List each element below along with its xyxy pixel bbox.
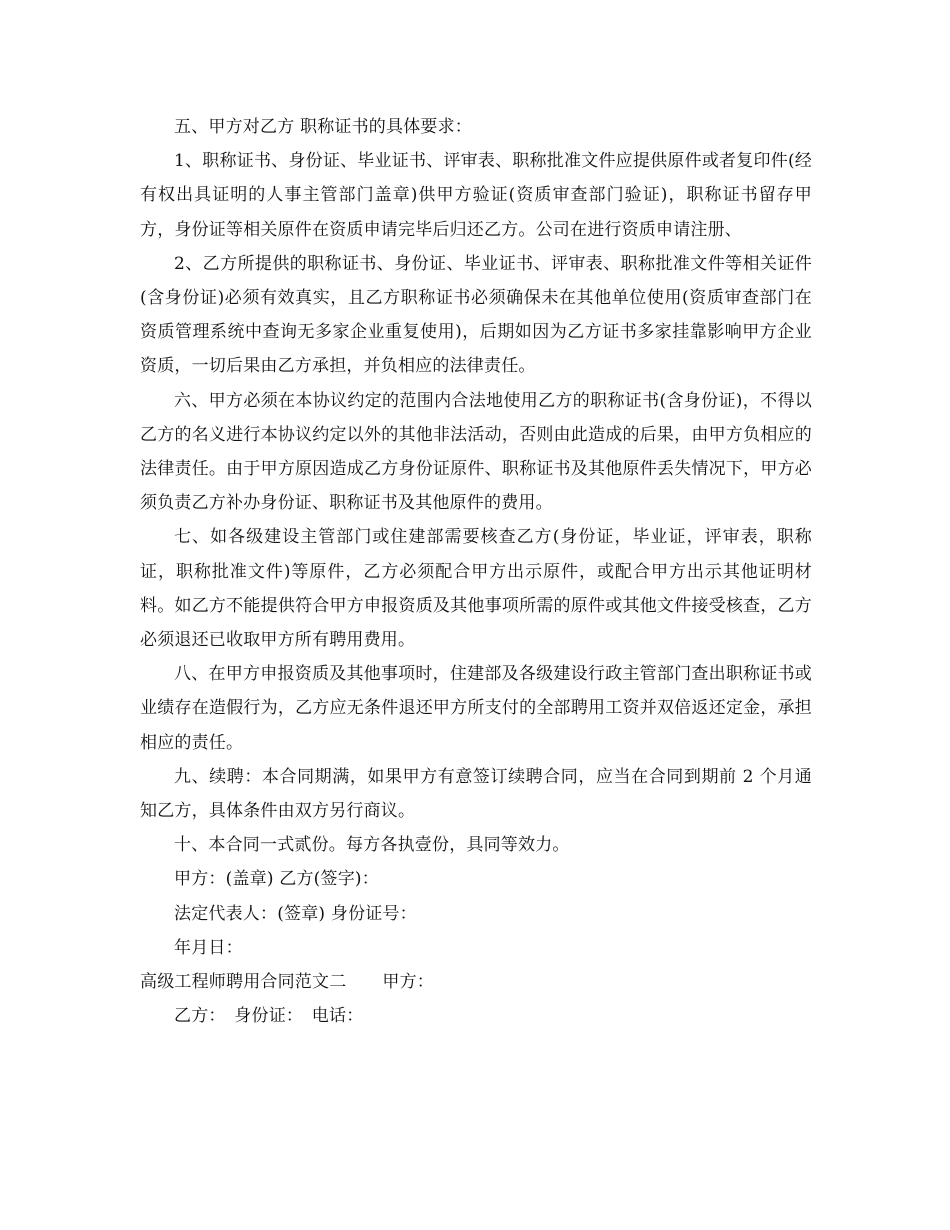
document-body (140, 110, 812, 1033)
section-9-paragraph: 九、续聘：本合同期满，如果甲方有意签订续聘合同，应当在合同到期前 2 个月通知乙方，具体条件由双方另行商议。 (140, 766, 812, 822)
section-6-paragraph: 六、甲方必须在本协议约定的范围内合法地使用乙方的职称证书(含身份证)，不得以乙方的名义进行本协议约定以外的其他非法活动，否则由此造成的后果，由甲方负相应的法律责任。由于甲方原因造成乙方身份证原件、职称证书及其他原件丢失情况下，甲方必须负责乙方补办身份证、职称证书及其他原件的费用。 (140, 390, 812, 514)
signature-parties-line: 甲方：(盖章) 乙方(签字)： (174, 869, 379, 890)
section-10-paragraph: 十、本合同一式贰份。每方各执壹份，具同等效力。 (174, 835, 570, 856)
section-8-paragraph: 八、在甲方申报资质及其他事项时，住建部及各级建设行政主管部门查出职称证书或业绩存在造假行为，乙方应无条件退还甲方所支付的全部聘用工资并双倍返还定金，承担相应的责任。 (140, 664, 812, 753)
signature-representative-line: 法定代表人：(签章) 身份证号： (174, 903, 417, 924)
second-contract-title-line (140, 965, 812, 999)
section-5-item-1: 1、职称证书、身份证、毕业证书、评审表、职称批准文件应提供原件或者复印件(经有权出具证明的人事主管部门盖章)供甲方验证(资质审查部门验证)，职称证书留存甲方，身份证等相关原件在资质申请完毕后归还乙方。公司在进行资质申请注册、 (140, 151, 812, 240)
second-contract-title: 高级工程师聘用合同范文二 (140, 972, 347, 993)
section-5-heading: 五、甲方对乙方 职称证书的具体要求： (174, 117, 473, 137)
second-contract-party-b-line: 乙方： 身份证： 电话： (174, 1006, 364, 1027)
signature-date-line: 年月日： (174, 937, 243, 958)
section-7-paragraph: 七、如各级建设主管部门或住建部需要核查乙方(身份证，毕业证，评审表，职称证，职称批准文件)等原件，乙方必须配合甲方出示原件，或配合甲方出示其他证明材料。如乙方不能提供符合甲方申报资质及其他事项所需的原件或其他文件接受核查，乙方必须退还已收取甲方所有聘用费用。 (140, 527, 812, 651)
section-5-item-2: 2、乙方所提供的职称证书、身份证、毕业证书、评审表、职称批准文件等相关证件(含身份证)必须有效真实，且乙方职称证书必须确保未在其他单位使用(资质审查部门在资质管理系统中查询无多家企业重复使用)，后期如因为乙方证书多家挂靠影响甲方企业资质，一切后果由乙方承担，并负相应的法律责任。 (140, 253, 812, 377)
second-contract-party-a-label: 甲方： (382, 972, 435, 993)
